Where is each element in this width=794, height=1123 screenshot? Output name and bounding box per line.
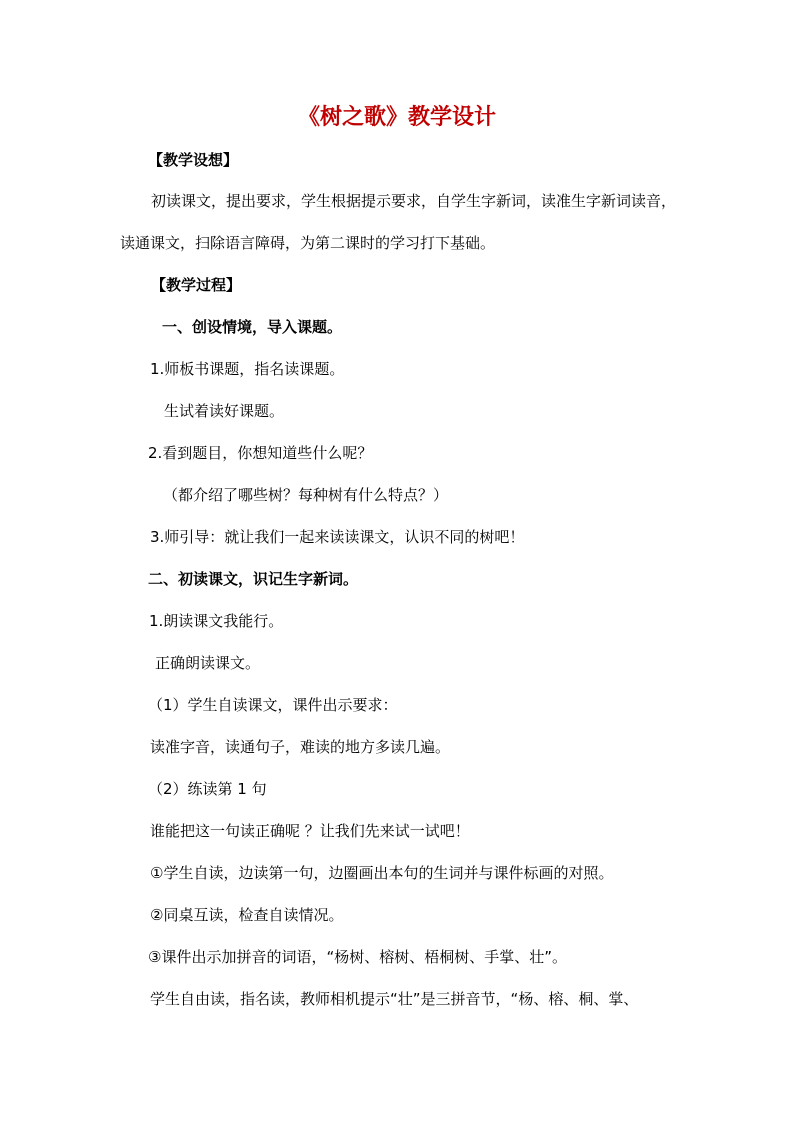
section-heading-teaching-idea: 【教学设想】 bbox=[148, 151, 239, 169]
paragraph-line: 3.师引导：就让我们一起来读读课文，认识不同的树吧！ bbox=[150, 528, 525, 546]
paragraph-line: 正确朗读课文。 bbox=[155, 654, 261, 672]
step-heading-1: 一、创设情境，导入课题。 bbox=[162, 318, 343, 336]
paragraph-line: 1.师板书课题，指名读课题。 bbox=[150, 360, 345, 378]
paragraph-line: （都介绍了哪些树？每种树有什么特点？） bbox=[163, 486, 449, 504]
paragraph-line: ②同桌互读，检查自读情况。 bbox=[150, 906, 344, 924]
paragraph-line: （1）学生自读课文，课件出示要求： bbox=[148, 696, 398, 714]
paragraph-line: ③课件出示加拼音的词语，“杨树、榕树、梧桐树、手掌、壮”。 bbox=[148, 948, 567, 966]
paragraph-line: 读通课文，扫除语言障碍，为第二课时的学习打下基础。 bbox=[120, 234, 496, 252]
section-heading-teaching-process: 【教学过程】 bbox=[151, 276, 242, 294]
step-heading-2: 二、初读课文，识记生字新词。 bbox=[148, 570, 359, 588]
paragraph-line: ①学生自读，边读第一句，边圈画出本句的生词并与课件标画的对照。 bbox=[150, 864, 614, 882]
paragraph-line: （2）练读第 1 句 bbox=[148, 780, 267, 798]
paragraph-line: 2.看到题目，你想知道些什么呢？ bbox=[148, 444, 373, 462]
document-title: 《树之歌》教学设计 bbox=[297, 104, 496, 130]
paragraph-line: 谁能把这一句读正确呢 ？让我们先来试一试吧！ bbox=[150, 822, 470, 840]
paragraph-line: 学生自由读，指名读，教师相机提示“壮”是三拼音节，“杨、榕、桐、掌、 bbox=[150, 990, 639, 1008]
paragraph-line: 读准字音，读通句子，难读的地方多读几遍。 bbox=[150, 738, 451, 756]
paragraph-line: 初读课文，提出要求，学生根据提示要求，自学生字新词，读准生字新词读音， bbox=[151, 192, 677, 210]
paragraph-line: 生试着读好课题。 bbox=[164, 402, 285, 420]
paragraph-line: 1.朗读课文我能行。 bbox=[149, 612, 284, 630]
